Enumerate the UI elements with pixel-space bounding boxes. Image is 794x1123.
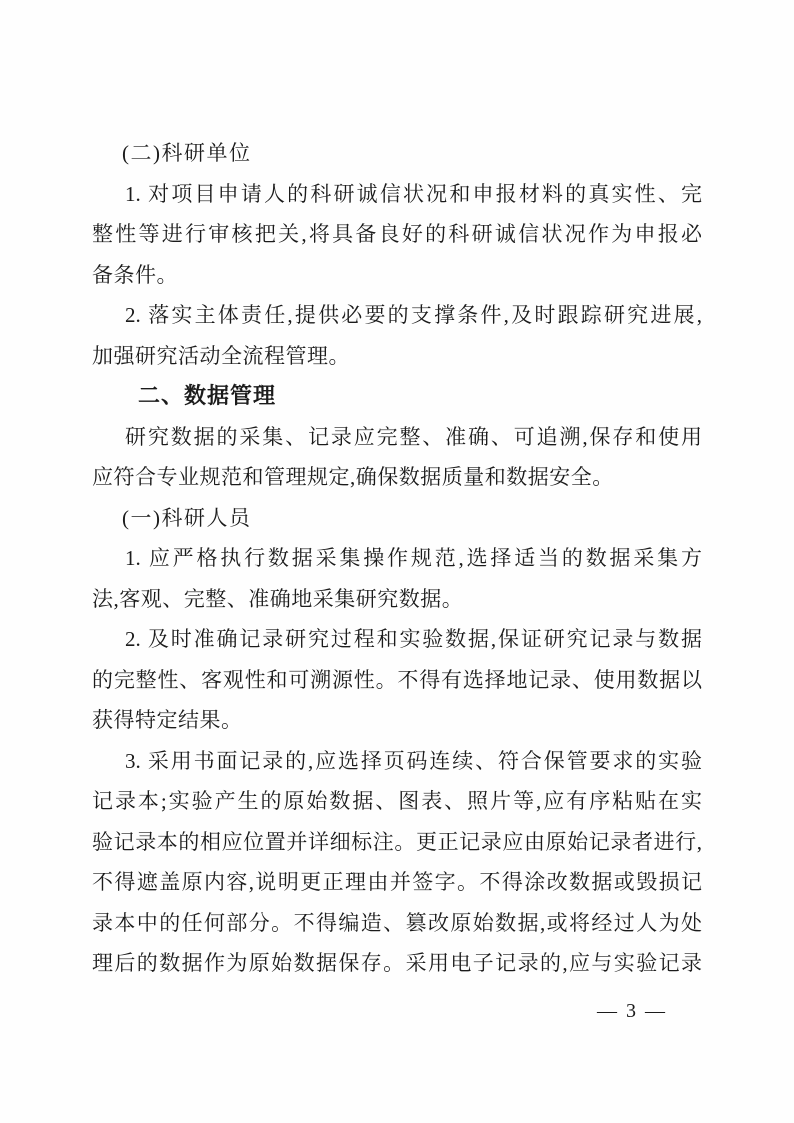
text-line: 的完整性、客观性和可溯源性。不得有选择地记录、使用数据以 [92, 667, 702, 692]
text-line: 整性等进行审核把关,将具备良好的科研诚信状况作为申报必 [92, 222, 702, 246]
text-line: 研究数据的采集、记录应完整、准确、可追溯,保存和使用 [125, 424, 702, 449]
text-line: 1. 对项目申请人的科研诚信状况和申报材料的真实性、完 [125, 181, 702, 206]
text-line: 2. 落实主体责任,提供必要的支撑条件,及时跟踪研究进展, [125, 303, 702, 327]
text-line: 加强研究活动全流程管理。 [92, 343, 350, 368]
text-line: 不得遮盖原内容,说明更正理由并签字。不得涂改数据或毁损记 [92, 870, 702, 894]
section-heading: 二、数据管理 [138, 383, 277, 408]
text-line: 获得特定结果。 [92, 708, 243, 732]
text-line: 1. 应严格执行数据采集操作规范,选择适当的数据采集方 [125, 546, 702, 570]
text-line: 法,客观、完整、准确地采集研究数据。 [92, 586, 464, 611]
text-line: 记录本;实验产生的原始数据、图表、照片等,应有序粘贴在实 [92, 789, 702, 813]
text-line: 应符合专业规范和管理规定,确保数据质量和数据安全。 [92, 465, 614, 489]
text-line: 备条件。 [92, 262, 178, 287]
text-line: 理后的数据作为原始数据保存。采用电子记录的,应与实验记录 [92, 951, 702, 975]
text-line: 3. 采用书面记录的,应选择页码连续、符合保管要求的实验 [125, 748, 702, 773]
text-line: 录本中的任何部分。不得编造、篡改原始数据,或将经过人为处 [92, 910, 702, 935]
subsection-heading: (一)科研人员 [122, 505, 252, 530]
page-number: — 3 — [597, 1000, 667, 1022]
text-line: 2. 及时准确记录研究过程和实验数据,保证研究记录与数据 [125, 627, 702, 651]
document-body [92, 133, 702, 984]
text-line: 验记录本的相应位置并详细标注。更正记录应由原始记录者进行, [92, 829, 702, 854]
subsection-heading: (二)科研单位 [122, 141, 252, 165]
